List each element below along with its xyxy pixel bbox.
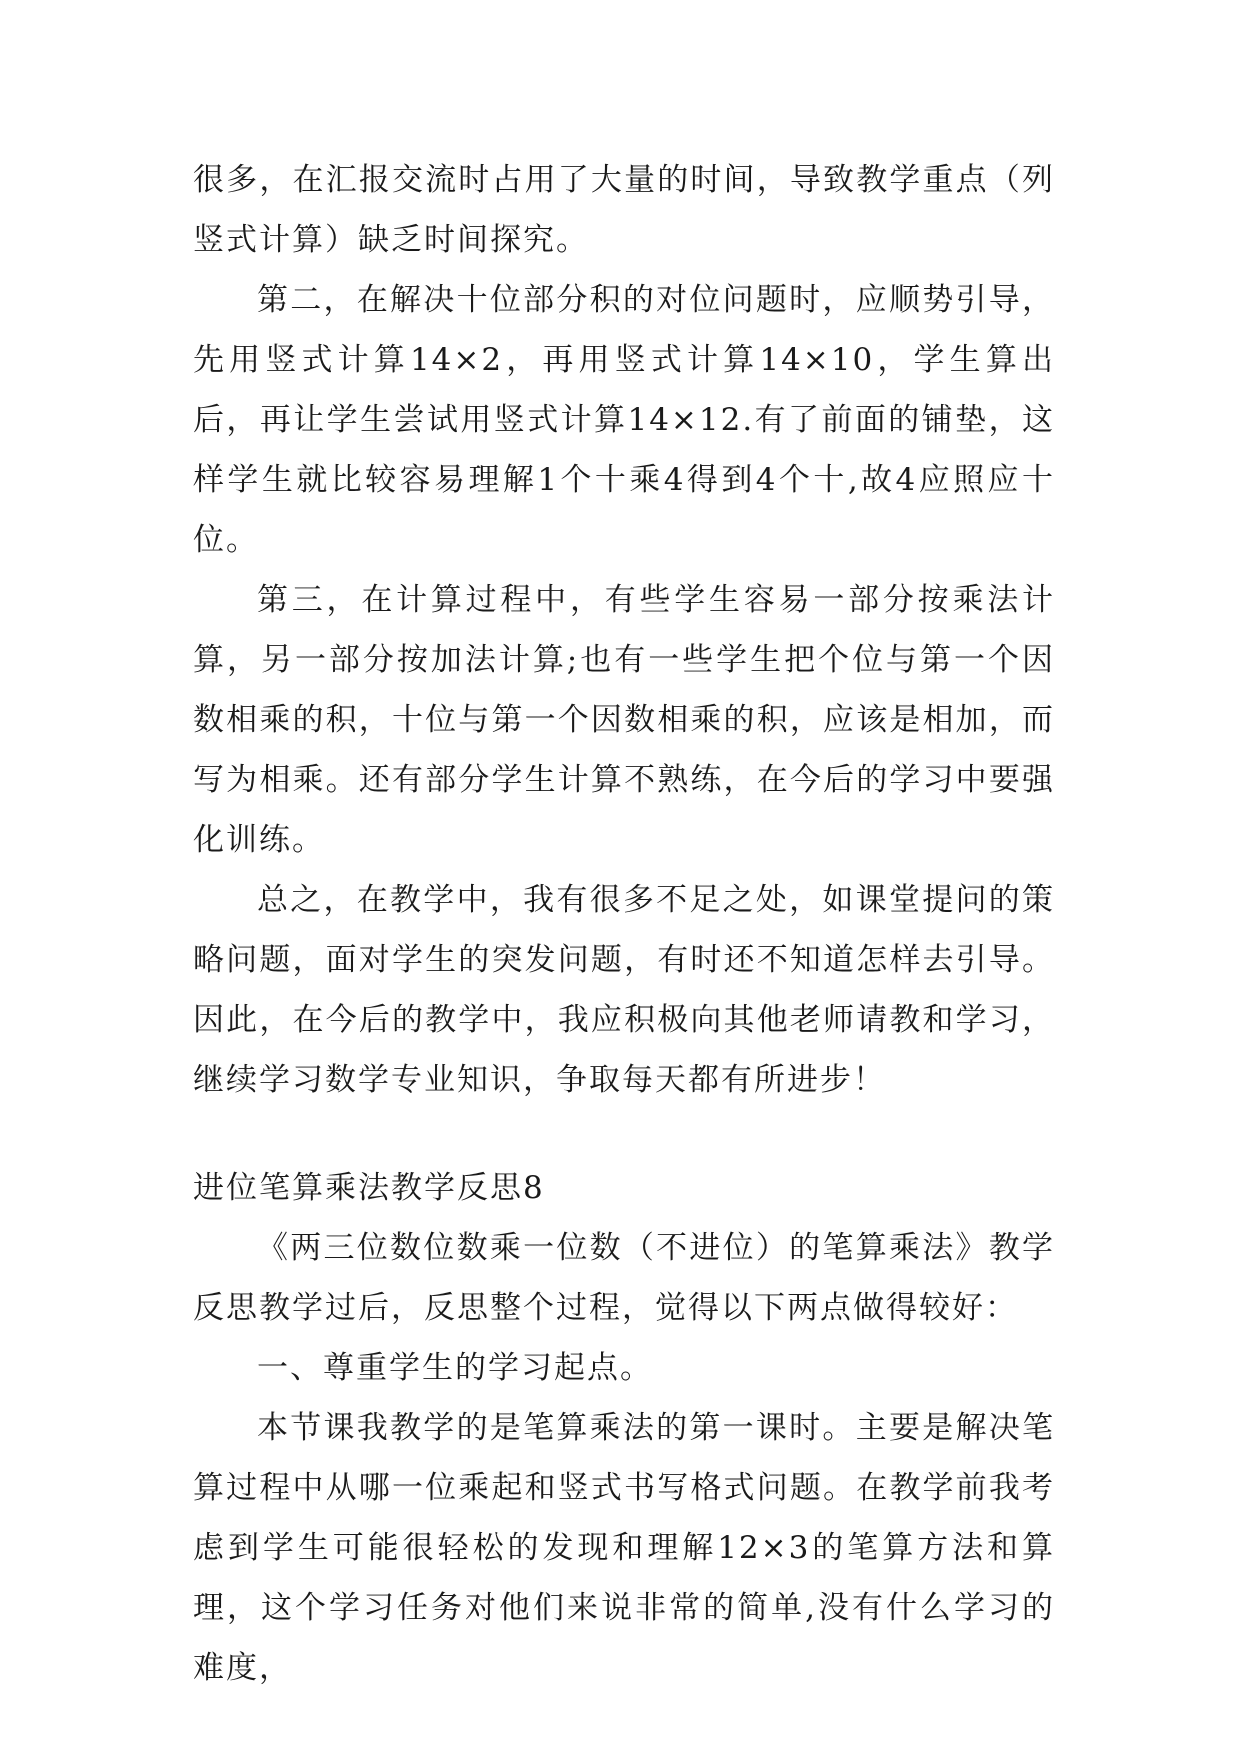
paragraph-4: 总之，在教学中，我有很多不足之处，如课堂提问的策略问题，面对学生的突发问题，有时还不知道怎样去引导。因此，在今后的教学中，我应积极向其他老师请教和学习，继续学习数学专业知识，争取每天都有所进步！ <box>193 882 1055 1098</box>
paragraph-6: 一、尊重学生的学习起点。 <box>257 1350 653 1386</box>
paragraph-3: 第三，在计算过程中，有些学生容易一部分按乘法计算，另一部分按加法计算;也有一些学生把个位与第一个因数相乘的积，十位与第一个因数相乘的积，应该是相加，而写为相乘。还有部分学生计算不熟练，在今后的学习中要强化训练。 <box>193 582 1055 858</box>
document-page <box>193 150 1055 1698</box>
paragraph-1: 很多，在汇报交流时占用了大量的时间，导致教学重点（列竖式计算）缺乏时间探究。 <box>193 162 1055 258</box>
paragraph-5: 《两三位数位数乘一位数（不进位）的笔算乘法》教学反思教学过后，反思整个过程，觉得以下两点做得较好： <box>193 1230 1055 1326</box>
paragraph-7: 本节课我教学的是笔算乘法的第一课时。主要是解决笔算过程中从哪一位乘起和竖式书写格式问题。在教学前我考虑到学生可能很轻松的发现和理解12×3的笔算方法和算理，这个学习任务对他们来说非常的简单,没有什么学习的难度， <box>193 1410 1055 1686</box>
section-heading: 进位笔算乘法教学反思8 <box>193 1170 545 1206</box>
paragraph-2: 第二，在解决十位部分积的对位问题时，应顺势引导，先用竖式计算14×2，再用竖式计算14×10，学生算出后，再让学生尝试用竖式计算14×12.有了前面的铺垫，这样学生就比较容易理解1个十乘4得到4个十,故4应照应十位。 <box>193 282 1055 558</box>
